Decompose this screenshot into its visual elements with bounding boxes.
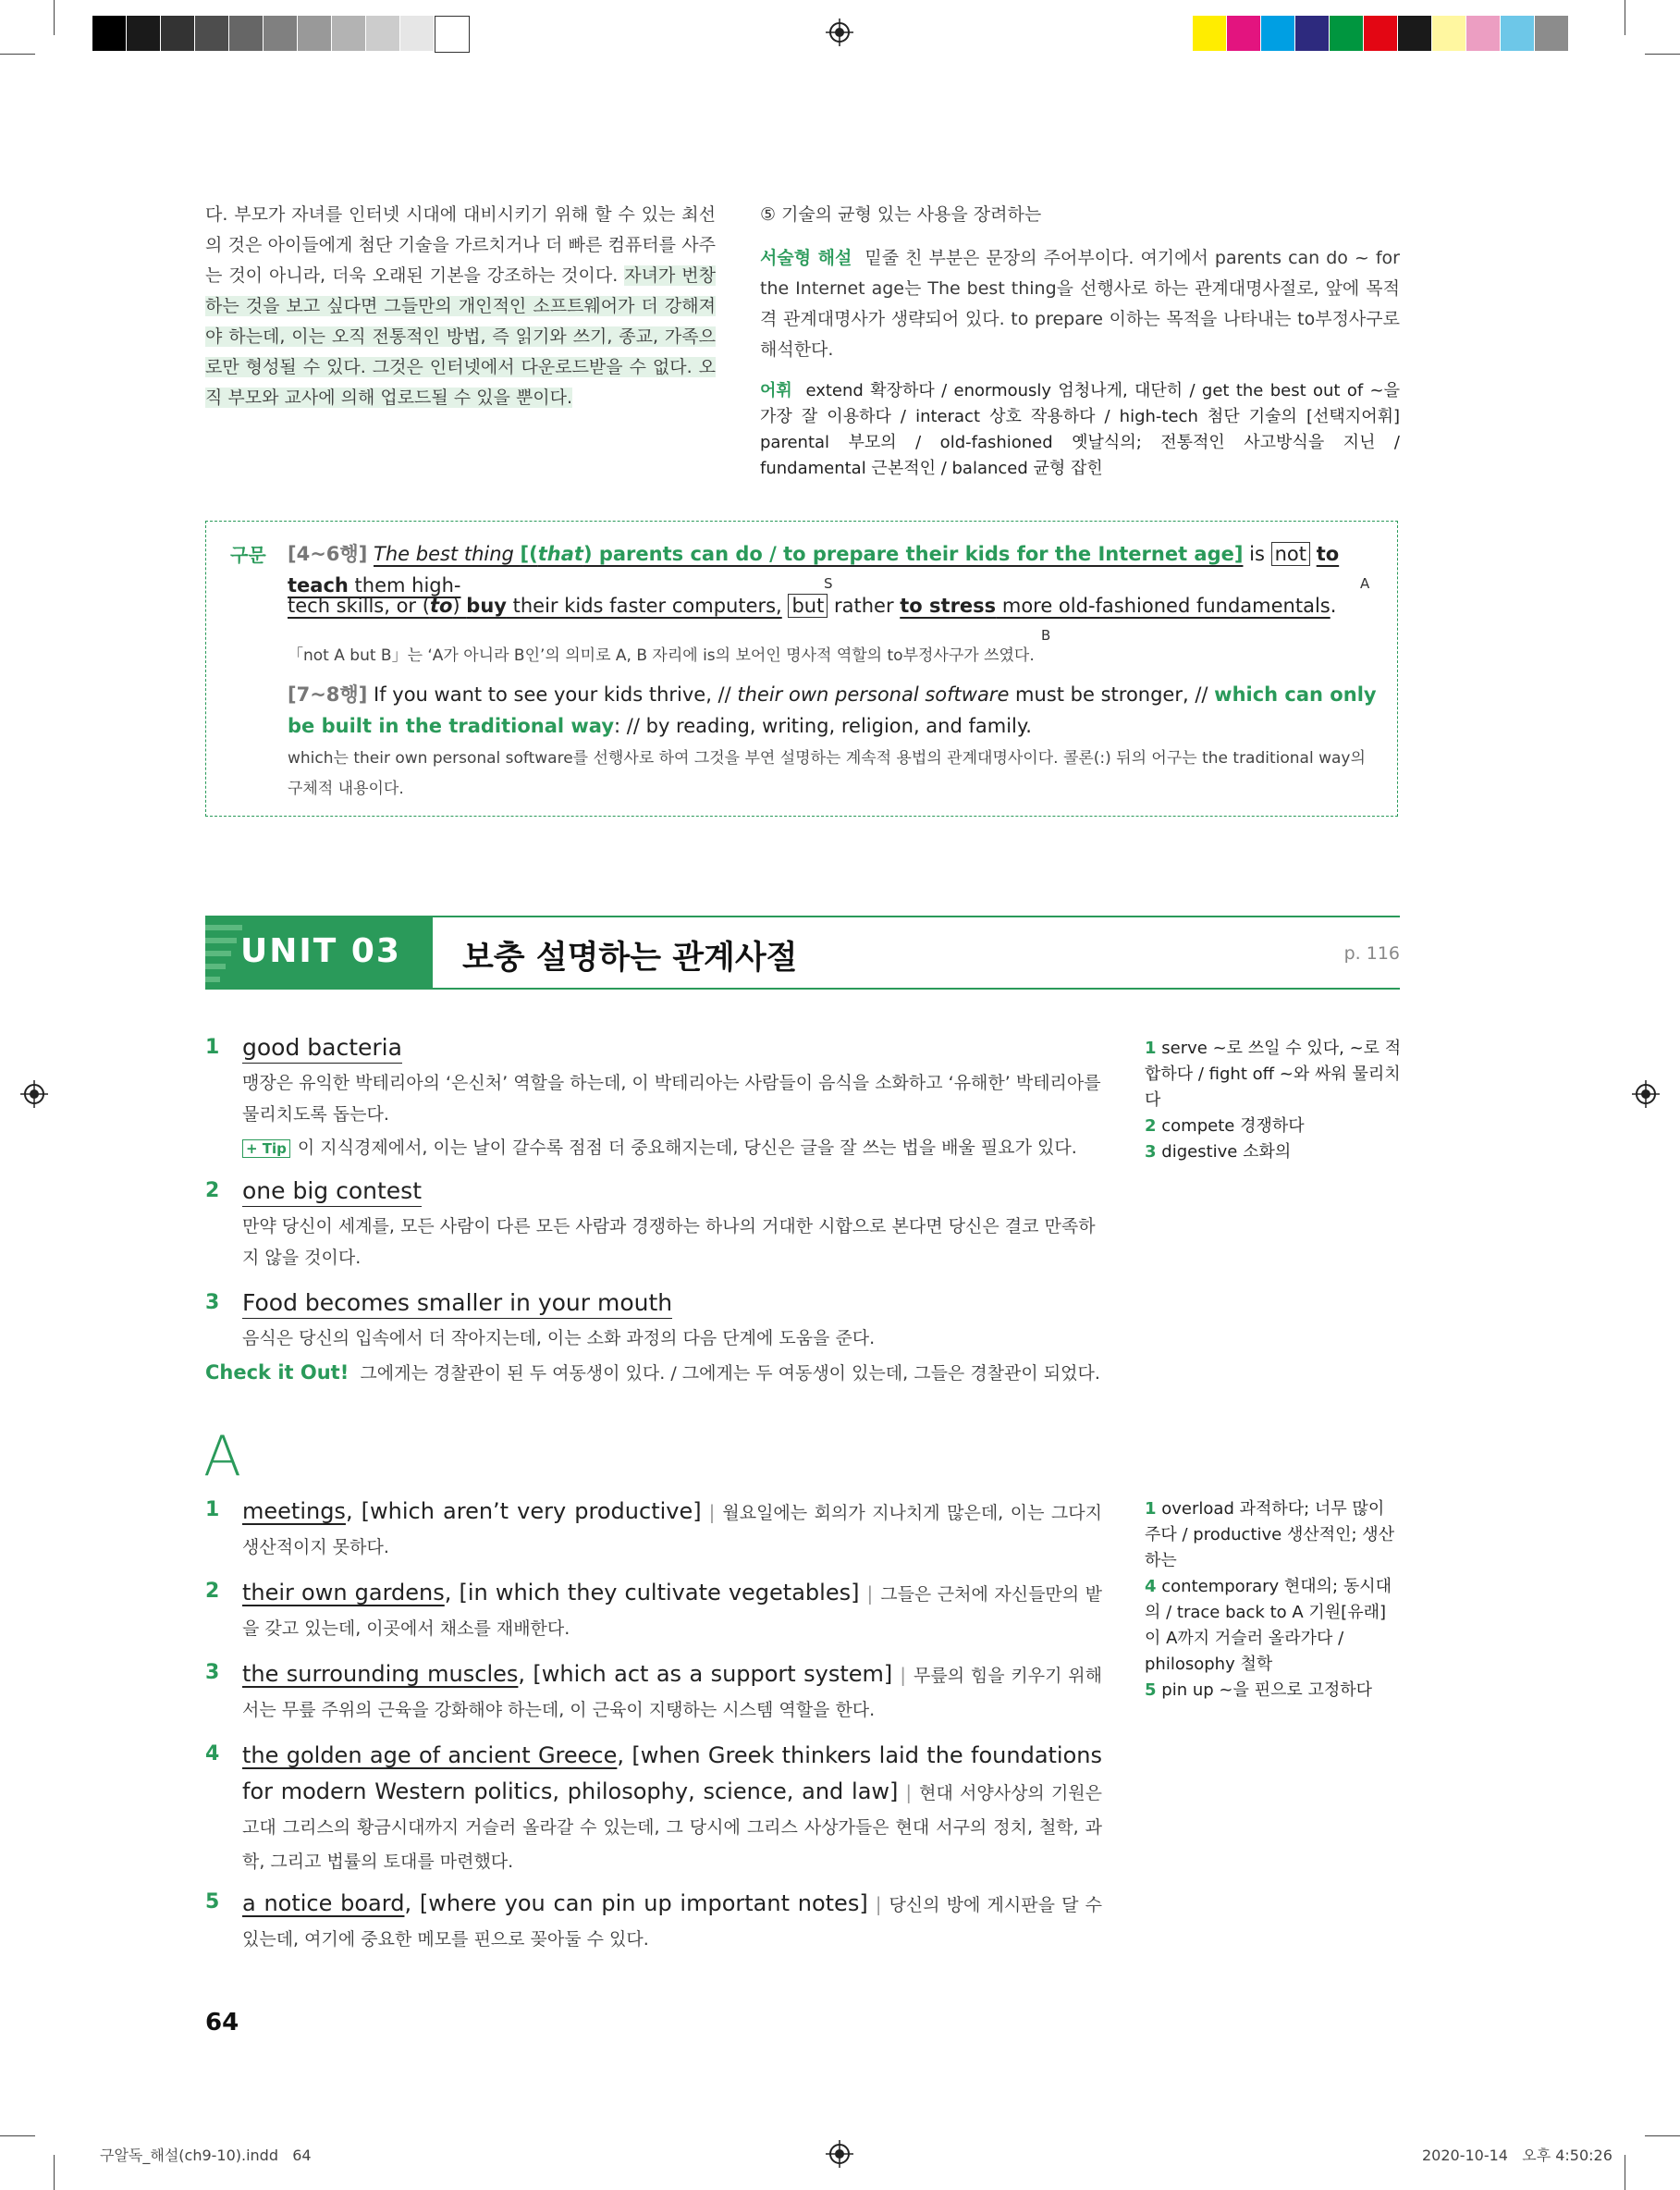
s2-a: If you want to see your kids thrive, // bbox=[374, 683, 738, 706]
item-number: 3 bbox=[205, 1661, 220, 1684]
separator: | bbox=[866, 1582, 874, 1605]
vocab-text: compete 경쟁하다 bbox=[1161, 1116, 1305, 1136]
vocab-block bbox=[760, 378, 1400, 482]
grayscale-swatch bbox=[332, 16, 365, 51]
item-body bbox=[242, 1657, 1102, 1728]
translation: 무릎의 힘을 키우기 위해서는 무릎 주위의 근육을 강화해야 하는데, 이 근육이 지탱하는 시스템 역할을 한다. bbox=[242, 1666, 1102, 1720]
registration-mark-icon bbox=[1632, 1080, 1660, 1108]
period: . bbox=[1330, 595, 1337, 617]
item-number: 2 bbox=[205, 1179, 220, 1202]
phrase-a-rest: them high- bbox=[348, 574, 461, 597]
grayscale-swatch bbox=[195, 16, 228, 51]
answer-option-5: ⑤ 기술의 균형 있는 사용을 장려하는 bbox=[760, 204, 1042, 225]
antecedent-phrase: the surrounding muscles bbox=[242, 1661, 519, 1687]
item-body bbox=[242, 1576, 1102, 1646]
grayscale-swatch bbox=[298, 16, 331, 51]
vocab-label: 어휘 bbox=[760, 381, 792, 400]
syntax-sentence-1-line-2 bbox=[288, 590, 1379, 644]
essay-explanation bbox=[760, 243, 1400, 365]
vocab-number: 4 bbox=[1145, 1577, 1157, 1596]
antecedent-phrase: their own gardens bbox=[242, 1580, 445, 1606]
syntax-sentence-2 bbox=[288, 679, 1379, 742]
subject-phrase bbox=[374, 543, 1243, 565]
process-swatch bbox=[1295, 16, 1329, 51]
process-swatch bbox=[1398, 16, 1431, 51]
translation: 월요일에는 회의가 지나치게 많은데, 이는 그다지 생산적이지 못하다. bbox=[242, 1503, 1102, 1557]
essay-label: 서술형 해설 bbox=[760, 248, 852, 268]
vocab-text: serve ~로 쓰일 수 있다, ~로 적합하다 / fight off ~와 싸워 물리치다 bbox=[1145, 1039, 1402, 1110]
vocab-number: 5 bbox=[1145, 1680, 1157, 1700]
s2-c: must be stronger, // bbox=[1009, 683, 1215, 706]
process-swatch bbox=[1261, 16, 1294, 51]
grayscale-swatch bbox=[264, 16, 297, 51]
antecedent-phrase: the golden age of ancient Greece bbox=[242, 1742, 618, 1768]
antecedent-phrase: meetings bbox=[242, 1498, 346, 1524]
label-s: S bbox=[824, 575, 833, 592]
separator: | bbox=[905, 1781, 913, 1803]
syntax-note-1: 「not A but B」는 ‘A가 아니라 B인’의 의미로 A, B 자리에 is의 보어인 명사적 역할의 to부정사구가 쓰였다. bbox=[288, 646, 1035, 665]
vocab-text: extend 확장하다 / enormously 엄청나게, 대단히 / get the best out of ~을 가장 잘 이용하다 / interact 상호 작용하다 / high-tech 첨단 기술의 [선택지어휘] parental 부모의 / old-fashioned 옛날식의; 전통적인 사고방식을 지닌 / fundamental 근본적인 / balanced 균형 잡힌 bbox=[760, 381, 1400, 478]
line2-d: more old-fashioned fundamentals bbox=[996, 595, 1331, 617]
item-number: 3 bbox=[205, 1291, 220, 1314]
vocab-entry bbox=[1145, 1113, 1402, 1139]
vocab-entry bbox=[1145, 1574, 1402, 1678]
unit-badge bbox=[205, 916, 433, 990]
tip-badge: + Tip bbox=[242, 1139, 290, 1158]
vocab-entry bbox=[1145, 1678, 1402, 1704]
item-body bbox=[242, 1887, 1102, 1957]
item-answer: Food becomes smaller in your mouth bbox=[242, 1289, 672, 1319]
but-box: but bbox=[788, 594, 828, 618]
item-answer: one big contest bbox=[242, 1177, 422, 1207]
syntax-ref-2: [7~8행] bbox=[288, 683, 368, 706]
line2-c: their kids faster computers, bbox=[506, 595, 782, 617]
vocab-text: contemporary 현대의; 동시대의 / trace back to A 기원[유래]이 A까지 거슬러 올라가다 / philosophy 철학 bbox=[1145, 1577, 1392, 1674]
process-swatch bbox=[1501, 16, 1534, 51]
unit-number: UNIT 03 bbox=[240, 932, 401, 970]
item-answer: good bacteria bbox=[242, 1034, 402, 1064]
line2-b: ) bbox=[452, 595, 467, 617]
vocab-entry bbox=[1145, 1496, 1402, 1574]
antecedent-phrase: a notice board bbox=[242, 1890, 405, 1916]
tip-text: 이 지식경제에서, 이는 날이 갈수록 점점 더 중요해지는데, 당신은 글을 잘 쓰는 법을 배울 필요가 있다. bbox=[297, 1138, 1077, 1158]
grayscale-swatch bbox=[127, 16, 160, 51]
vocab-text: digestive 소화의 bbox=[1161, 1142, 1292, 1162]
process-swatch bbox=[1432, 16, 1465, 51]
grayscale-swatch bbox=[400, 16, 434, 51]
vocab-entry bbox=[1145, 1036, 1402, 1113]
translation-plain: 다. 부모가 자녀를 인터넷 시대에 대비시키기 위해 할 수 있는 최선의 것은 아이들에게 첨단 기술을 가르치거나 더 빠른 컴퓨터를 사주는 것이 아니라, 더욱 오래된 기본을 강조하는 것이다. bbox=[205, 204, 716, 286]
relative-clause: , [which aren’t very productive] bbox=[345, 1498, 702, 1524]
relative-clause: , [when Greek thinkers laid the foundations for modern Western politics, philosophy, science, and law] bbox=[242, 1742, 1103, 1804]
s2-antecedent: their own personal software bbox=[737, 683, 1010, 706]
syntax-note-2: which는 their own personal software를 선행사로 하여 그것을 부연 설명하는 계속적 용법의 관계대명사이다. 콜론(:) 뒤의 어구는 the traditional way의 구체적 내용이다. bbox=[288, 749, 1366, 798]
process-swatch bbox=[1330, 16, 1363, 51]
item-body bbox=[242, 1739, 1102, 1879]
grayscale-swatch bbox=[161, 16, 194, 51]
page-number: 64 bbox=[205, 2009, 239, 2036]
vocab-entry bbox=[1145, 1139, 1402, 1165]
process-swatch bbox=[1227, 16, 1260, 51]
translation: 그들은 근처에 자신들만의 밭을 갖고 있는데, 이곳에서 채소를 재배한다. bbox=[242, 1584, 1102, 1639]
clause-open: [( bbox=[520, 543, 538, 565]
omitted-that: that bbox=[537, 543, 583, 565]
translation: 현대 서양사상의 기원은 고대 그리스의 황금시대까지 거슬러 올라갈 수 있는데, 그 당시에 그리스 사상가들은 현대 서구의 정치, 철학, 과학, 그리고 법률의 토대를 마련했다. bbox=[242, 1783, 1103, 1872]
essay-text: 밑줄 친 부분은 문장의 주어부이다. 여기에서 parents can do ~ for the Internet age는 The best thing을 선행사로 하는 관계대명사절로, 앞에 목적격 관계대명사가 생략되어 있다. to prepare 이하는 목적을 나타내는 to부정사구로 해석한다. bbox=[760, 248, 1400, 360]
translation: 당신의 방에 게시판을 달 수 있는데, 여기에 중요한 메모를 핀으로 꽂아둘 수 있다. bbox=[242, 1895, 1102, 1950]
relative-clause: ) parents can do / to prepare their kids for the Internet age] bbox=[582, 543, 1244, 565]
item-number: 1 bbox=[205, 1498, 220, 1521]
unit-header bbox=[205, 916, 1400, 990]
relative-clause: , [in which they cultivate vegetables] bbox=[444, 1580, 860, 1606]
buy: buy bbox=[466, 595, 507, 617]
grayscale-swatch bbox=[366, 16, 399, 51]
unit-page-ref: p. 116 bbox=[1343, 943, 1400, 964]
subject-head: The best thing bbox=[374, 543, 521, 565]
to-teach: to teach bbox=[288, 543, 1340, 597]
vocab-text: overload 과적하다; 너무 많이 주다 / productive 생산적인; 생산하는 bbox=[1145, 1499, 1395, 1570]
registration-mark-icon bbox=[20, 1080, 48, 1108]
check-it-out-text: 그에게는 경찰관이 된 두 여동생이 있다. / 그에게는 두 여동생이 있는데, 그들은 경찰관이 되었다. bbox=[360, 1363, 1100, 1384]
grayscale-swatch bbox=[435, 16, 470, 53]
line2-a: tech skills, or ( bbox=[288, 595, 430, 617]
vocab-number: 3 bbox=[1145, 1142, 1157, 1162]
vocab-number: 1 bbox=[1145, 1499, 1157, 1519]
relative-clause: , [where you can pin up important notes] bbox=[404, 1890, 868, 1916]
registration-mark-icon bbox=[826, 2140, 853, 2168]
vocab-text: pin up ~을 핀으로 고정하다 bbox=[1161, 1680, 1373, 1700]
answer-column bbox=[760, 200, 1400, 482]
check-it-out bbox=[205, 1360, 1130, 1384]
not-box: not bbox=[1271, 542, 1310, 566]
separator: | bbox=[900, 1664, 906, 1686]
item-body bbox=[242, 1495, 1102, 1565]
syntax-box bbox=[205, 521, 1398, 817]
item-number: 5 bbox=[205, 1890, 220, 1913]
syntax-label: 구문 bbox=[230, 544, 266, 566]
syntax-ref-1: [4~6행] bbox=[288, 543, 368, 565]
process-swatch bbox=[1364, 16, 1397, 51]
translation-paragraph bbox=[205, 200, 716, 413]
relative-clause: , [which act as a support system] bbox=[518, 1661, 893, 1687]
unit-title: 보충 설명하는 관계사절 bbox=[462, 940, 798, 977]
s2-e: : // by reading, writing, religion, and family. bbox=[614, 715, 1032, 737]
label-a: A bbox=[1360, 575, 1370, 592]
item-explanation: 만약 당신이 세계를, 모든 사람이 다른 모든 사람과 경쟁하는 하나의 거대한 시합으로 본다면 당신은 결코 만족하지 않을 것이다. bbox=[242, 1216, 1096, 1268]
phrase-a-cont bbox=[288, 595, 782, 617]
separator: | bbox=[875, 1893, 882, 1915]
section-a-vocab bbox=[1145, 1496, 1402, 1704]
vocab-number: 1 bbox=[1145, 1039, 1157, 1058]
grayscale-swatch bbox=[92, 16, 126, 51]
footer-date: 2020-10-14 오후 4:50:26 bbox=[1422, 2147, 1613, 2164]
separator: | bbox=[708, 1501, 716, 1523]
verb-is: is bbox=[1243, 543, 1271, 565]
section-a-letter: A bbox=[203, 1424, 242, 1489]
tip-line bbox=[242, 1134, 1102, 1159]
item-number: 2 bbox=[205, 1580, 220, 1603]
translation-highlighted: 자녀가 번창하는 것을 보고 싶다면 그들만의 개인적인 소프트웨어가 더 강해져야 하는데, 이는 오직 전통적인 방법, 즉 읽기와 쓰기, 종교, 가족으로만 형성될 수 있다. 그것은 인터넷에서 다운로드받을 수 없다. 오직 부모와 교사에 의해 업로드될 수 있을 뿐이다. bbox=[205, 265, 716, 408]
item-explanation: 음식은 당신의 입속에서 더 작아지는데, 이는 소화 과정의 다음 단계에 도움을 준다. bbox=[242, 1328, 876, 1348]
item-number: 1 bbox=[205, 1036, 220, 1059]
process-swatch bbox=[1535, 16, 1568, 51]
s2-relative-clause: which can only be built in the traditional way bbox=[288, 683, 1377, 737]
process-swatch bbox=[1193, 16, 1226, 51]
unit-vocab bbox=[1145, 1036, 1402, 1165]
footer-file: 구알독_해설(ch9-10).indd 64 bbox=[100, 2147, 312, 2164]
process-swatch bbox=[1466, 16, 1500, 51]
to-stress: to stress bbox=[900, 595, 997, 617]
registration-mark-icon bbox=[826, 18, 853, 46]
rather: rather bbox=[828, 595, 901, 617]
item-explanation: 맹장은 유익한 박테리아의 ‘은신처’ 역할을 하는데, 이 박테리아는 사람들이 음식을 소화하고 ‘유해한’ 박테리아를 물리치도록 돕는다. bbox=[242, 1073, 1101, 1125]
vocab-number: 2 bbox=[1145, 1116, 1157, 1136]
check-it-out-label: Check it Out! bbox=[205, 1361, 349, 1384]
phrase-b bbox=[900, 595, 1330, 617]
grayscale-swatch bbox=[229, 16, 263, 51]
omitted-to: to bbox=[429, 595, 453, 617]
label-b: B bbox=[1041, 627, 1051, 644]
item-number: 4 bbox=[205, 1742, 220, 1766]
